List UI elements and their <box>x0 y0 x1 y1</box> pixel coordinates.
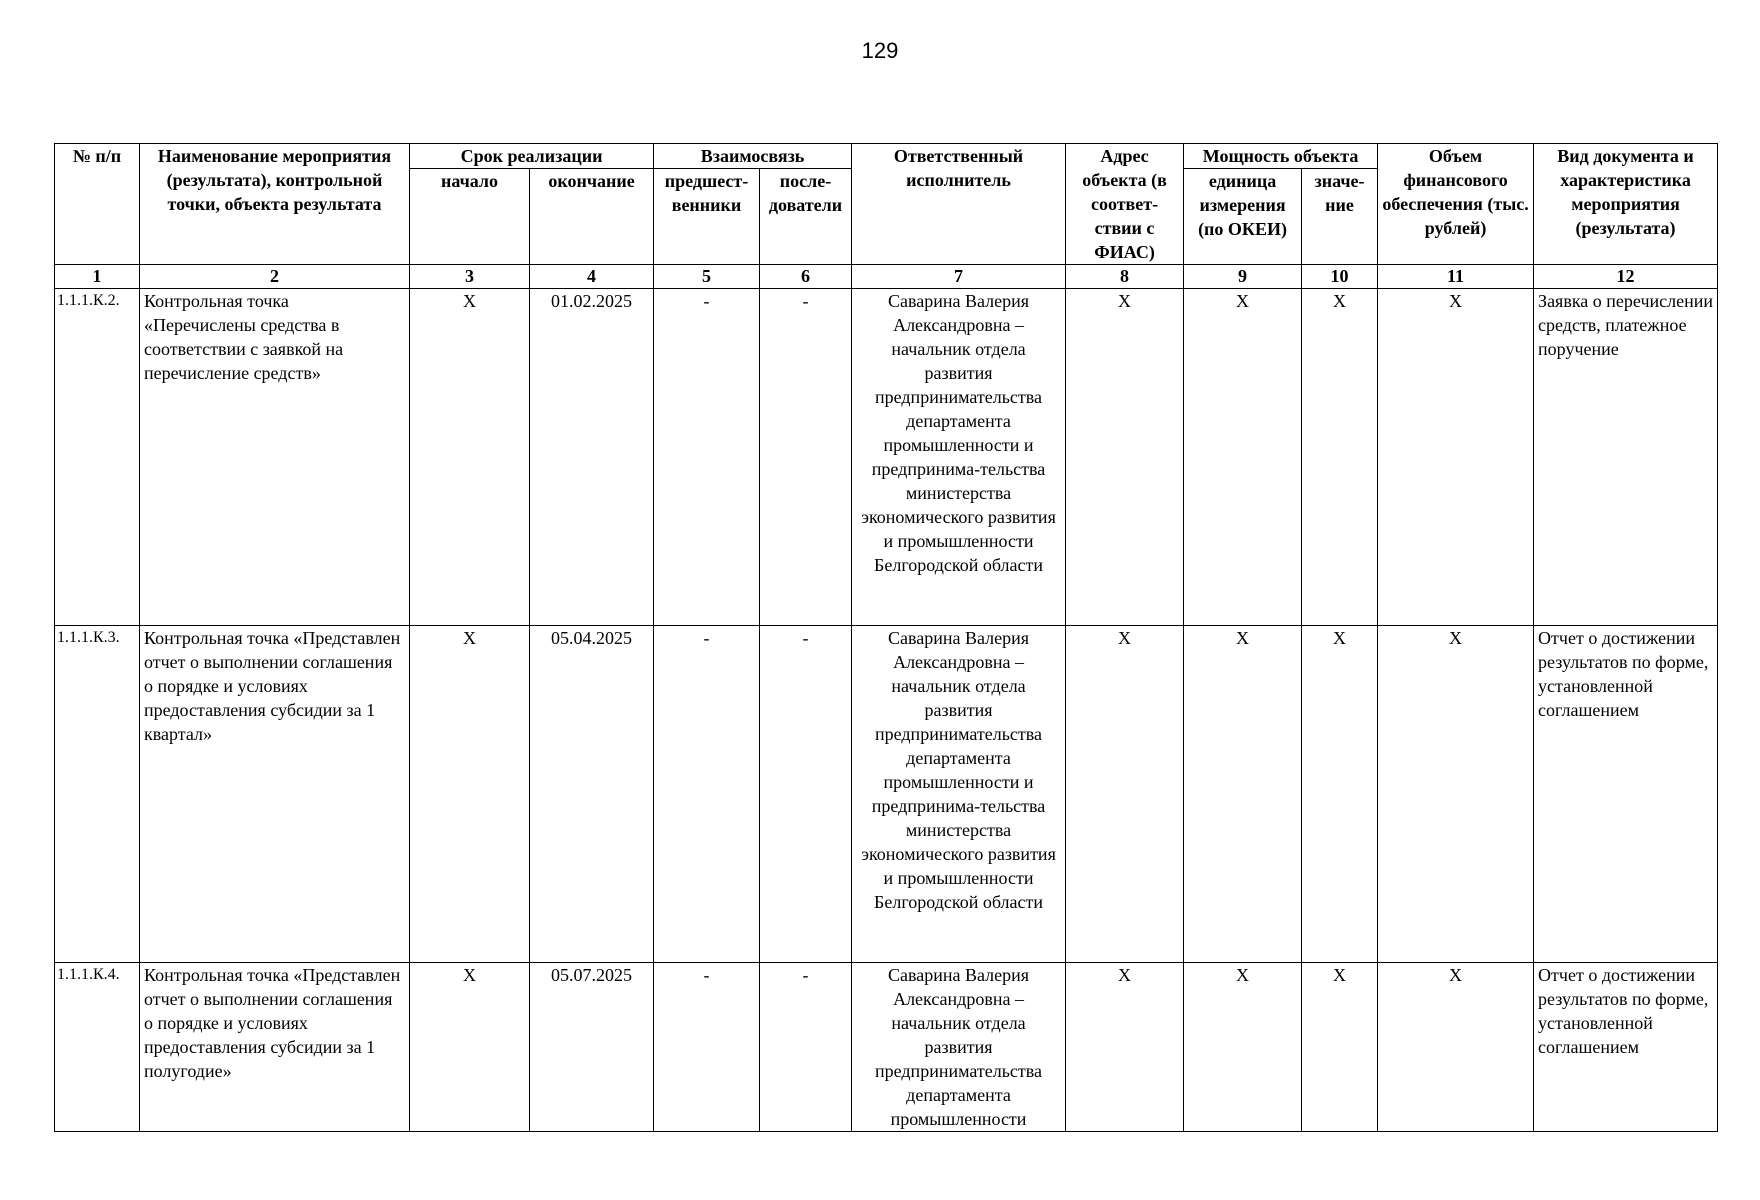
col-number: 4 <box>530 265 654 289</box>
col-number: 1 <box>55 265 140 289</box>
table-row <box>55 626 1718 963</box>
row-successors: - <box>760 963 852 1132</box>
row-name: Контрольная точка «Перечислены средства в соответствии с заявкой на перечисление средств» <box>140 289 410 626</box>
header-predecessors: предшест-венники <box>654 169 760 265</box>
row-volume: Х <box>1378 963 1534 1132</box>
col-number: 8 <box>1066 265 1184 289</box>
row-start: Х <box>410 963 530 1132</box>
row-number: 1.1.1.К.2. <box>55 289 140 626</box>
row-doc: Заявка о перечислении средств, платежное поручение <box>1534 289 1718 626</box>
row-unit: Х <box>1184 626 1302 963</box>
table-row <box>55 289 1718 626</box>
header-start: начало <box>410 169 530 265</box>
col-number: 12 <box>1534 265 1718 289</box>
row-predecessors: - <box>654 626 760 963</box>
col-number: 6 <box>760 265 852 289</box>
header-value: значе-ние <box>1302 169 1378 265</box>
header-volume: Объем финансового обеспечения (тыс. рублей) <box>1378 144 1534 265</box>
header-end: окончание <box>530 169 654 265</box>
row-address: Х <box>1066 289 1184 626</box>
row-name: Контрольная точка «Представлен отчет о выполнении соглашения о порядке и условиях предоставления субсидии за 1 полугодие» <box>140 963 410 1132</box>
header-name: Наименование мероприятия (результата), контрольной точки, объекта результата <box>140 144 410 265</box>
row-doc: Отчет о достижении результатов по форме, установленной соглашением <box>1534 626 1718 963</box>
row-end: 05.04.2025 <box>530 626 654 963</box>
row-name: Контрольная точка «Представлен отчет о выполнении соглашения о порядке и условиях предоставления субсидии за 1 квартал» <box>140 626 410 963</box>
header-relation-group: Взаимосвязь <box>654 144 852 169</box>
col-number: 10 <box>1302 265 1378 289</box>
row-volume: Х <box>1378 289 1534 626</box>
header-doc: Вид документа и характеристика мероприятия (результата) <box>1534 144 1718 265</box>
header-no: № п/п <box>55 144 140 265</box>
row-responsible: Саварина Валерия Александровна – начальник отдела развития предпринимательства департамента промышленности и предпринима-тельства министерства экономического развития и промышленности Белгородской области <box>852 289 1066 626</box>
row-address: Х <box>1066 963 1184 1132</box>
row-address: Х <box>1066 626 1184 963</box>
events-table <box>54 143 1718 1132</box>
header-term-group: Срок реализации <box>410 144 654 169</box>
page-number: 129 <box>861 38 899 63</box>
row-doc: Отчет о достижении результатов по форме, установленной соглашением <box>1534 963 1718 1132</box>
row-predecessors: - <box>654 963 760 1132</box>
row-predecessors: - <box>654 289 760 626</box>
row-value: Х <box>1302 626 1378 963</box>
col-number: 7 <box>852 265 1066 289</box>
row-responsible: Саварина Валерия Александровна – начальник отдела развития предпринимательства департамента промышленности <box>852 963 1066 1132</box>
row-unit: Х <box>1184 963 1302 1132</box>
column-number-row <box>55 265 1718 289</box>
row-volume: Х <box>1378 626 1534 963</box>
header-unit: единица измерения (по ОКЕИ) <box>1184 169 1302 265</box>
col-number: 11 <box>1378 265 1534 289</box>
row-value: Х <box>1302 289 1378 626</box>
row-start: Х <box>410 289 530 626</box>
row-number: 1.1.1.К.4. <box>55 963 140 1132</box>
row-responsible: Саварина Валерия Александровна – начальник отдела развития предпринимательства департамента промышленности и предпринима-тельства министерства экономического развития и промышленности Белгородской области <box>852 626 1066 963</box>
row-unit: Х <box>1184 289 1302 626</box>
header-successors: после-дователи <box>760 169 852 265</box>
row-successors: - <box>760 626 852 963</box>
header-address: Адрес объекта (в соответ-ствии с ФИАС) <box>1066 144 1184 265</box>
col-number: 9 <box>1184 265 1302 289</box>
row-end: 01.02.2025 <box>530 289 654 626</box>
row-number: 1.1.1.К.3. <box>55 626 140 963</box>
col-number: 2 <box>140 265 410 289</box>
row-end: 05.07.2025 <box>530 963 654 1132</box>
col-number: 5 <box>654 265 760 289</box>
row-value: Х <box>1302 963 1378 1132</box>
table-row <box>55 963 1718 1132</box>
header-responsible: Ответственный исполнитель <box>852 144 1066 265</box>
col-number: 3 <box>410 265 530 289</box>
header-capacity-group: Мощность объекта <box>1184 144 1378 169</box>
row-start: Х <box>410 626 530 963</box>
row-successors: - <box>760 289 852 626</box>
